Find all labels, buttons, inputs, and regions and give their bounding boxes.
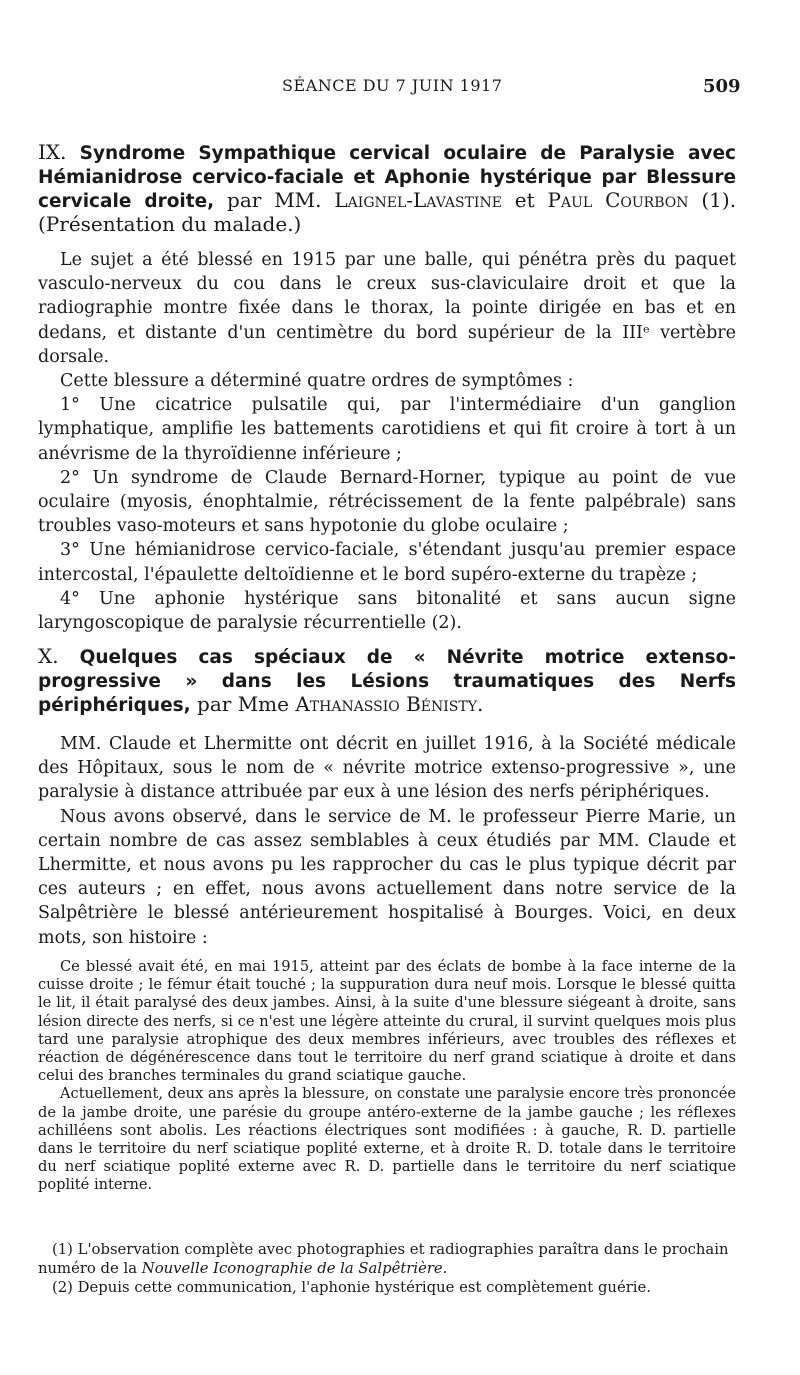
section-ix-number: IX. bbox=[38, 140, 67, 164]
footnote-ref-1: (1). bbox=[701, 188, 737, 212]
section-ix-body bbox=[38, 248, 736, 635]
paragraph: 2° Un syndrome de Claude Bernard-Horner, typique au point de vue oculaire (myosis, énophtalmie, rétrécissement de la fente palpébrale) sans troubles vaso-moteurs et sans hypotonie du globe oculaire ; bbox=[38, 467, 736, 537]
footnote-1 bbox=[38, 1240, 736, 1278]
section-ix-author-join: et bbox=[514, 188, 535, 212]
section-ix-presentation: (Présentation du malade.) bbox=[38, 212, 302, 236]
footnote-1-text: (1) L'observation complète avec photographies et radiographies paraîtra dans le prochain numéro de la bbox=[38, 1241, 729, 1277]
paragraph: MM. Claude et Lhermitte ont décrit en juillet 1916, à la Société médicale des Hôpitaux, sous le nom de « névrite motrice extenso-progressive », une paralysie à distance attribuée par eux à une lésion des nerfs périphériques. bbox=[38, 734, 736, 803]
paragraph: 4° Une aphonie hystérique sans bitonalité et sans aucun signe laryngoscopique de paralysie récurrentielle (2). bbox=[38, 588, 736, 634]
section-x-body bbox=[38, 732, 736, 950]
paragraph: 3° Une hémianidrose cervico-faciale, s'étendant jusqu'au premier espace intercostal, l'épaulette deltoïdienne et le bord supéro-externe du trapèze ; bbox=[38, 540, 736, 585]
section-ix-heading: Syndrome Sympathique cervical oculaire de Paralysie avec Hémianidrose cervico-faciale et Aphonie hystérique par Blessure cervicale droite, bbox=[38, 143, 736, 212]
section-x-heading: Quelques cas spéciaux de « Névrite motrice extenso-progressive » dans les Lésions traumatiques des Nerfs périphériques, bbox=[38, 647, 737, 716]
page-header bbox=[0, 76, 800, 100]
running-head: SÉANCE DU 7 JUIN 1917 bbox=[282, 76, 503, 95]
footnote-2: (2) Depuis cette communication, l'aphonie hystérique est complètement guérie. bbox=[52, 1279, 651, 1296]
paragraph: Cette blessure a déterminé quatre ordres de symptômes : bbox=[60, 371, 574, 392]
page-number: 509 bbox=[703, 76, 741, 97]
section-ix-author-2: Paul Courbon bbox=[547, 188, 689, 212]
section-ix-author-1: Laignel-Lavastine bbox=[334, 188, 502, 212]
paragraph: 1° Une cicatrice pulsatile qui, par l'intermédiaire d'un ganglion lymphatique, amplifie les battements carotidiens et qui fit croire à tort à un anévrisme de la thyroïdienne inférieure ; bbox=[38, 395, 736, 464]
footnotes bbox=[38, 1240, 736, 1297]
paragraph: Nous avons observé, dans le service de M. le professeur Pierre Marie, un certain nombre de cas assez semblables à ceux étudiés par MM. Claude et Lhermitte, et nous avons pu les rapprocher du cas le plus typique décrit par ces auteurs ; en effet, nous avons actuellement dans notre service de la Salpêtrière le blessé antérieurement hospitalisé à Bourges. Voici, en deux mots, son histoire : bbox=[38, 806, 736, 948]
paragraph: Le sujet a été blessé en 1915 par une balle, qui pénétra près du paquet vasculo-nerveux du cou dans le creux sus-claviculaire droit et que la radiographie montre fixée dans le thorax, la pointe dirigée en bas et en dedans, et distante d'un centimètre du bord supérieur de la IIIᵉ vertèbre dorsale. bbox=[38, 250, 736, 367]
case-paragraph: Actuellement, deux ans après la blessure, on constate une paralysie encore très prononcée de la jambe droite, une parésie du groupe antéro-externe de la jambe gauche ; les réflexes achilléens sont abolis. Les réactions électriques sont modifiées : à gauche, R. D. partielle dans le territoire du nerf sciatique poplité externe, et à droite R. D. totale dans le territoire du nerf sciatique poplité externe avec R. D. partielle dans le territoire du nerf sciatique poplité interne. bbox=[38, 1085, 736, 1194]
section-x-author: Athanassio Bénisty. bbox=[295, 692, 484, 716]
case-paragraph: Ce blessé avait été, en mai 1915, atteint par des éclats de bombe à la face interne de la cuisse droite ; le fémur était touché ; la suppuration dura neuf mois. Lorsque le blessé quitta le lit, il était paralysé des deux jambes. Ainsi, à la suite d'une blessure siégeant à droite, sans lésion directe des nerfs, si ce n'est une légère atteinte du crural, il survint quelques mois plus tard une paralysie atrophique des deux membres inférieurs, avec troubles des réflexes et réaction de dégénérescence dans tout le territoire du nerf grand sciatique à droite et dans celui des branches terminales du grand sciatique gauche. bbox=[38, 958, 736, 1085]
section-ix-authors-prefix: par MM. bbox=[227, 188, 322, 212]
section-ix-title bbox=[38, 141, 736, 236]
case-report bbox=[38, 958, 736, 1195]
section-x-title bbox=[38, 645, 736, 717]
section-x-number: X. bbox=[38, 644, 59, 668]
section-x-authors-prefix: par Mme bbox=[197, 692, 289, 716]
footnote-1-journal: Nouvelle Iconographie de la Salpêtrière. bbox=[141, 1260, 448, 1277]
